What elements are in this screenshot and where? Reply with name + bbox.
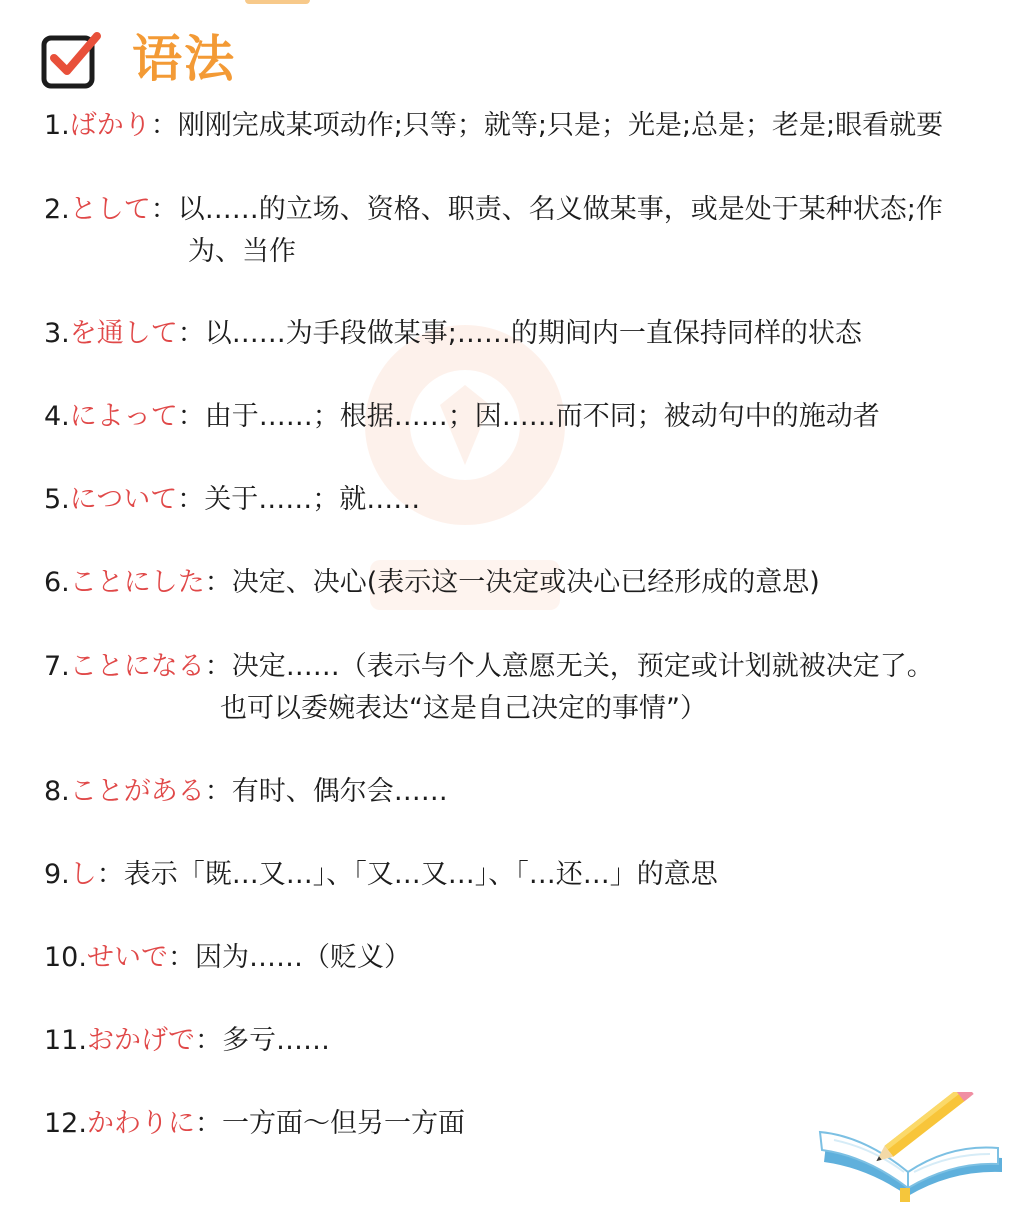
list-item <box>44 854 1019 896</box>
grammar-term: ことがある <box>69 776 205 807</box>
grammar-term: おかげで <box>86 1025 195 1056</box>
separator: ： <box>167 942 195 973</box>
grammar-term: し <box>69 859 97 890</box>
item-number: 1. <box>44 110 70 141</box>
grammar-term: として <box>69 194 151 225</box>
separator: ： <box>177 401 205 432</box>
separator: ： <box>150 194 178 225</box>
item-number: 2. <box>44 194 70 225</box>
separator: ： <box>96 859 124 890</box>
definition: 因为……（贬义） <box>194 942 411 973</box>
definition: 一方面～但另一方面 <box>221 1108 465 1139</box>
item-number: 6. <box>44 567 70 598</box>
grammar-term: によって <box>69 401 178 432</box>
definition: 由于……；根据……；因……而不同；被动句中的施动者 <box>204 401 880 432</box>
item-number: 11. <box>44 1025 87 1056</box>
list-item <box>44 396 1019 438</box>
definition-continued: 为、当作 <box>188 236 296 267</box>
grammar-term: ばかり <box>69 110 151 141</box>
grammar-term: かわりに <box>86 1108 195 1139</box>
definition: 有时、偶尔会…… <box>231 776 448 807</box>
list-item <box>44 105 1019 147</box>
item-number: 12. <box>44 1108 87 1139</box>
definition: 表示「既…又…」、「又…又…」、「…还…」的意思 <box>123 859 718 890</box>
page-title: 语法 <box>132 30 236 88</box>
definition: 决定、决心(表示这一决定或决心已经形成的意思) <box>231 567 820 598</box>
grammar-term: せいで <box>86 942 168 973</box>
separator: ： <box>204 567 232 598</box>
definition: 以……为手段做某事;……的期间内一直保持同样的状态 <box>204 318 862 349</box>
definition: 决定……（表示与个人意愿无关，预定或计划就被决定了。 <box>231 651 934 682</box>
list-item <box>44 479 1019 521</box>
open-book-with-pencil-icon <box>812 1092 1012 1204</box>
definition: 以……的立场、资格、职责、名义做某事，或是处于某种状态;作 <box>177 194 943 225</box>
list-item <box>44 1020 1019 1062</box>
definition: 关于……；就…… <box>204 484 421 515</box>
separator: ： <box>194 1108 222 1139</box>
item-number: 5. <box>44 484 70 515</box>
item-number: 9. <box>44 859 70 890</box>
separator: ： <box>194 1025 222 1056</box>
list-item <box>44 189 1019 273</box>
separator: ： <box>150 110 178 141</box>
grammar-term: について <box>69 484 178 515</box>
definition: 刚刚完成某项动作;只等；就等;只是；光是;总是；老是;眼看就要 <box>177 110 944 141</box>
separator: ： <box>177 484 205 515</box>
definition-continued: 也可以委婉表达“这是自己决定的事情”） <box>220 693 707 724</box>
item-number: 3. <box>44 318 70 349</box>
item-number: 10. <box>44 942 87 973</box>
grammar-term: ことになる <box>69 651 205 682</box>
item-number: 8. <box>44 776 70 807</box>
grammar-term: ことにした <box>69 567 205 598</box>
separator: ： <box>204 776 232 807</box>
list-item <box>44 937 1019 979</box>
list-item <box>44 771 1019 813</box>
separator: ： <box>177 318 205 349</box>
list-item <box>44 646 1019 730</box>
item-number: 4. <box>44 401 70 432</box>
list-item <box>44 313 1019 355</box>
separator: ： <box>204 651 232 682</box>
item-number: 7. <box>44 651 70 682</box>
grammar-term: を通して <box>69 318 178 349</box>
definition: 多亏…… <box>221 1025 330 1056</box>
list-item <box>44 562 1019 604</box>
